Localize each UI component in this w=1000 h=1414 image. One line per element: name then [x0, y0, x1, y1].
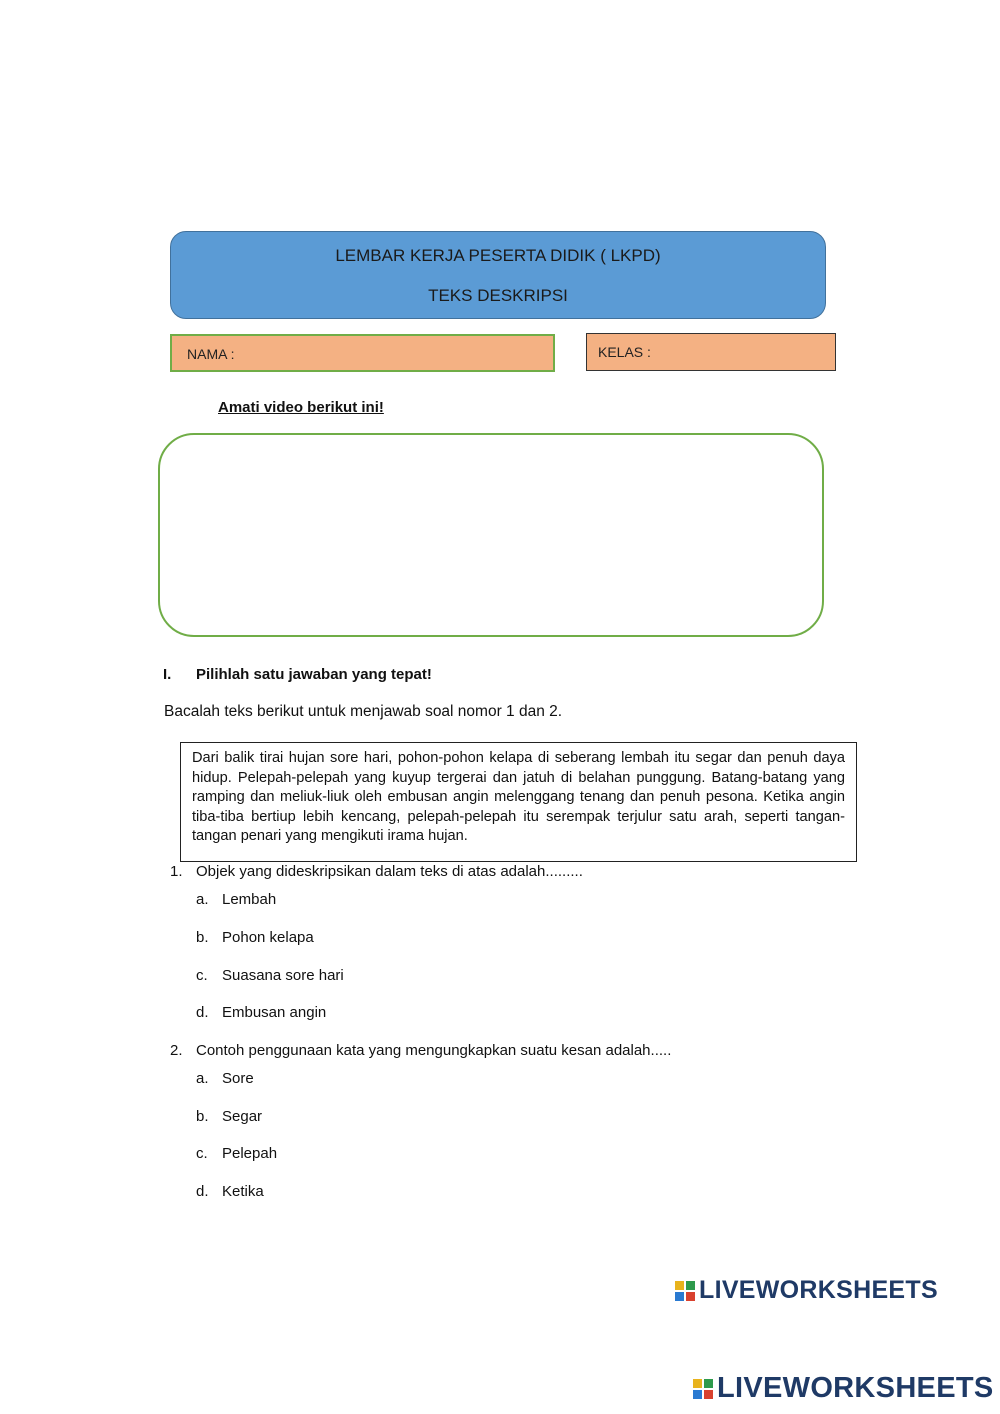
- section-title: Pilihlah satu jawaban yang tepat!: [196, 666, 432, 683]
- worksheet-subtitle: TEKS DESKRIPSI: [428, 286, 568, 305]
- q2-option-a[interactable]: Sore: [222, 1070, 254, 1087]
- question-1-number: 1.: [170, 863, 183, 880]
- liveworksheets-logo-icon: [692, 1378, 714, 1400]
- q1-option-a[interactable]: Lembah: [222, 891, 277, 908]
- question-2-text: Contoh penggunaan kata yang mengungkapkan suatu kesan adalah.....: [196, 1042, 672, 1059]
- kelas-label: KELAS :: [598, 344, 651, 360]
- worksheet-header: [170, 231, 826, 319]
- liveworksheets-text: LIVEWORKSHEETS: [699, 1276, 938, 1304]
- kelas-field[interactable]: [586, 333, 836, 371]
- liveworksheets-brand-inner: [674, 1276, 938, 1305]
- q1-option-c-letter[interactable]: c.: [196, 967, 208, 984]
- liveworksheets-logo-icon: [674, 1280, 696, 1302]
- nama-field[interactable]: [170, 334, 555, 372]
- worksheet-title: LEMBAR KERJA PESERTA DIDIK ( LKPD): [335, 246, 661, 265]
- question-2-number: 2.: [170, 1042, 183, 1059]
- question-1-text: Objek yang dideskripsikan dalam teks di atas adalah.........: [196, 863, 583, 880]
- liveworksheets-brand-footer[interactable]: [692, 1372, 994, 1405]
- q2-option-b[interactable]: Segar: [222, 1108, 263, 1125]
- q1-option-b[interactable]: Pohon kelapa: [222, 929, 314, 946]
- video-instruction: Amati video berikut ini!: [218, 399, 384, 416]
- q1-option-d-letter[interactable]: d.: [196, 1004, 209, 1021]
- reading-passage: Dari balik tirai hujan sore hari, pohon-pohon kelapa di seberang lembah itu segar dan penuh daya hidup. Pelepah-pelepah yang kuyup tergerai dan jatuh di belahan punggung. Batang-batang yang ramping dan meliuk-liuk oleh embusan angin melenggang tenang dan penuh pesona. Ketika angin tiba-tiba bertiup lebih kencang, pelepah-pelepah itu serempak terjulur satu arah, seperti tangan-tangan penari yang mengikuti irama hujan.: [180, 742, 857, 862]
- q2-option-b-letter[interactable]: b.: [196, 1108, 209, 1125]
- q2-option-c[interactable]: Pelepah: [222, 1145, 278, 1162]
- section-number: I.: [163, 666, 172, 683]
- q1-option-d[interactable]: Embusan angin: [222, 1004, 327, 1021]
- q1-option-b-letter[interactable]: b.: [196, 929, 209, 946]
- q1-option-c[interactable]: Suasana sore hari: [222, 967, 344, 984]
- q1-option-a-letter[interactable]: a.: [196, 891, 209, 908]
- liveworksheets-text: LIVEWORKSHEETS: [717, 1372, 994, 1404]
- q2-option-a-letter[interactable]: a.: [196, 1070, 209, 1087]
- reading-instruction: Bacalah teks berikut untuk menjawab soal nomor 1 dan 2.: [164, 703, 563, 720]
- nama-label: NAMA :: [187, 346, 235, 362]
- q2-option-d-letter[interactable]: d.: [196, 1183, 209, 1200]
- video-placeholder[interactable]: [158, 433, 824, 637]
- q2-option-d[interactable]: Ketika: [222, 1183, 264, 1200]
- q2-option-c-letter[interactable]: c.: [196, 1145, 208, 1162]
